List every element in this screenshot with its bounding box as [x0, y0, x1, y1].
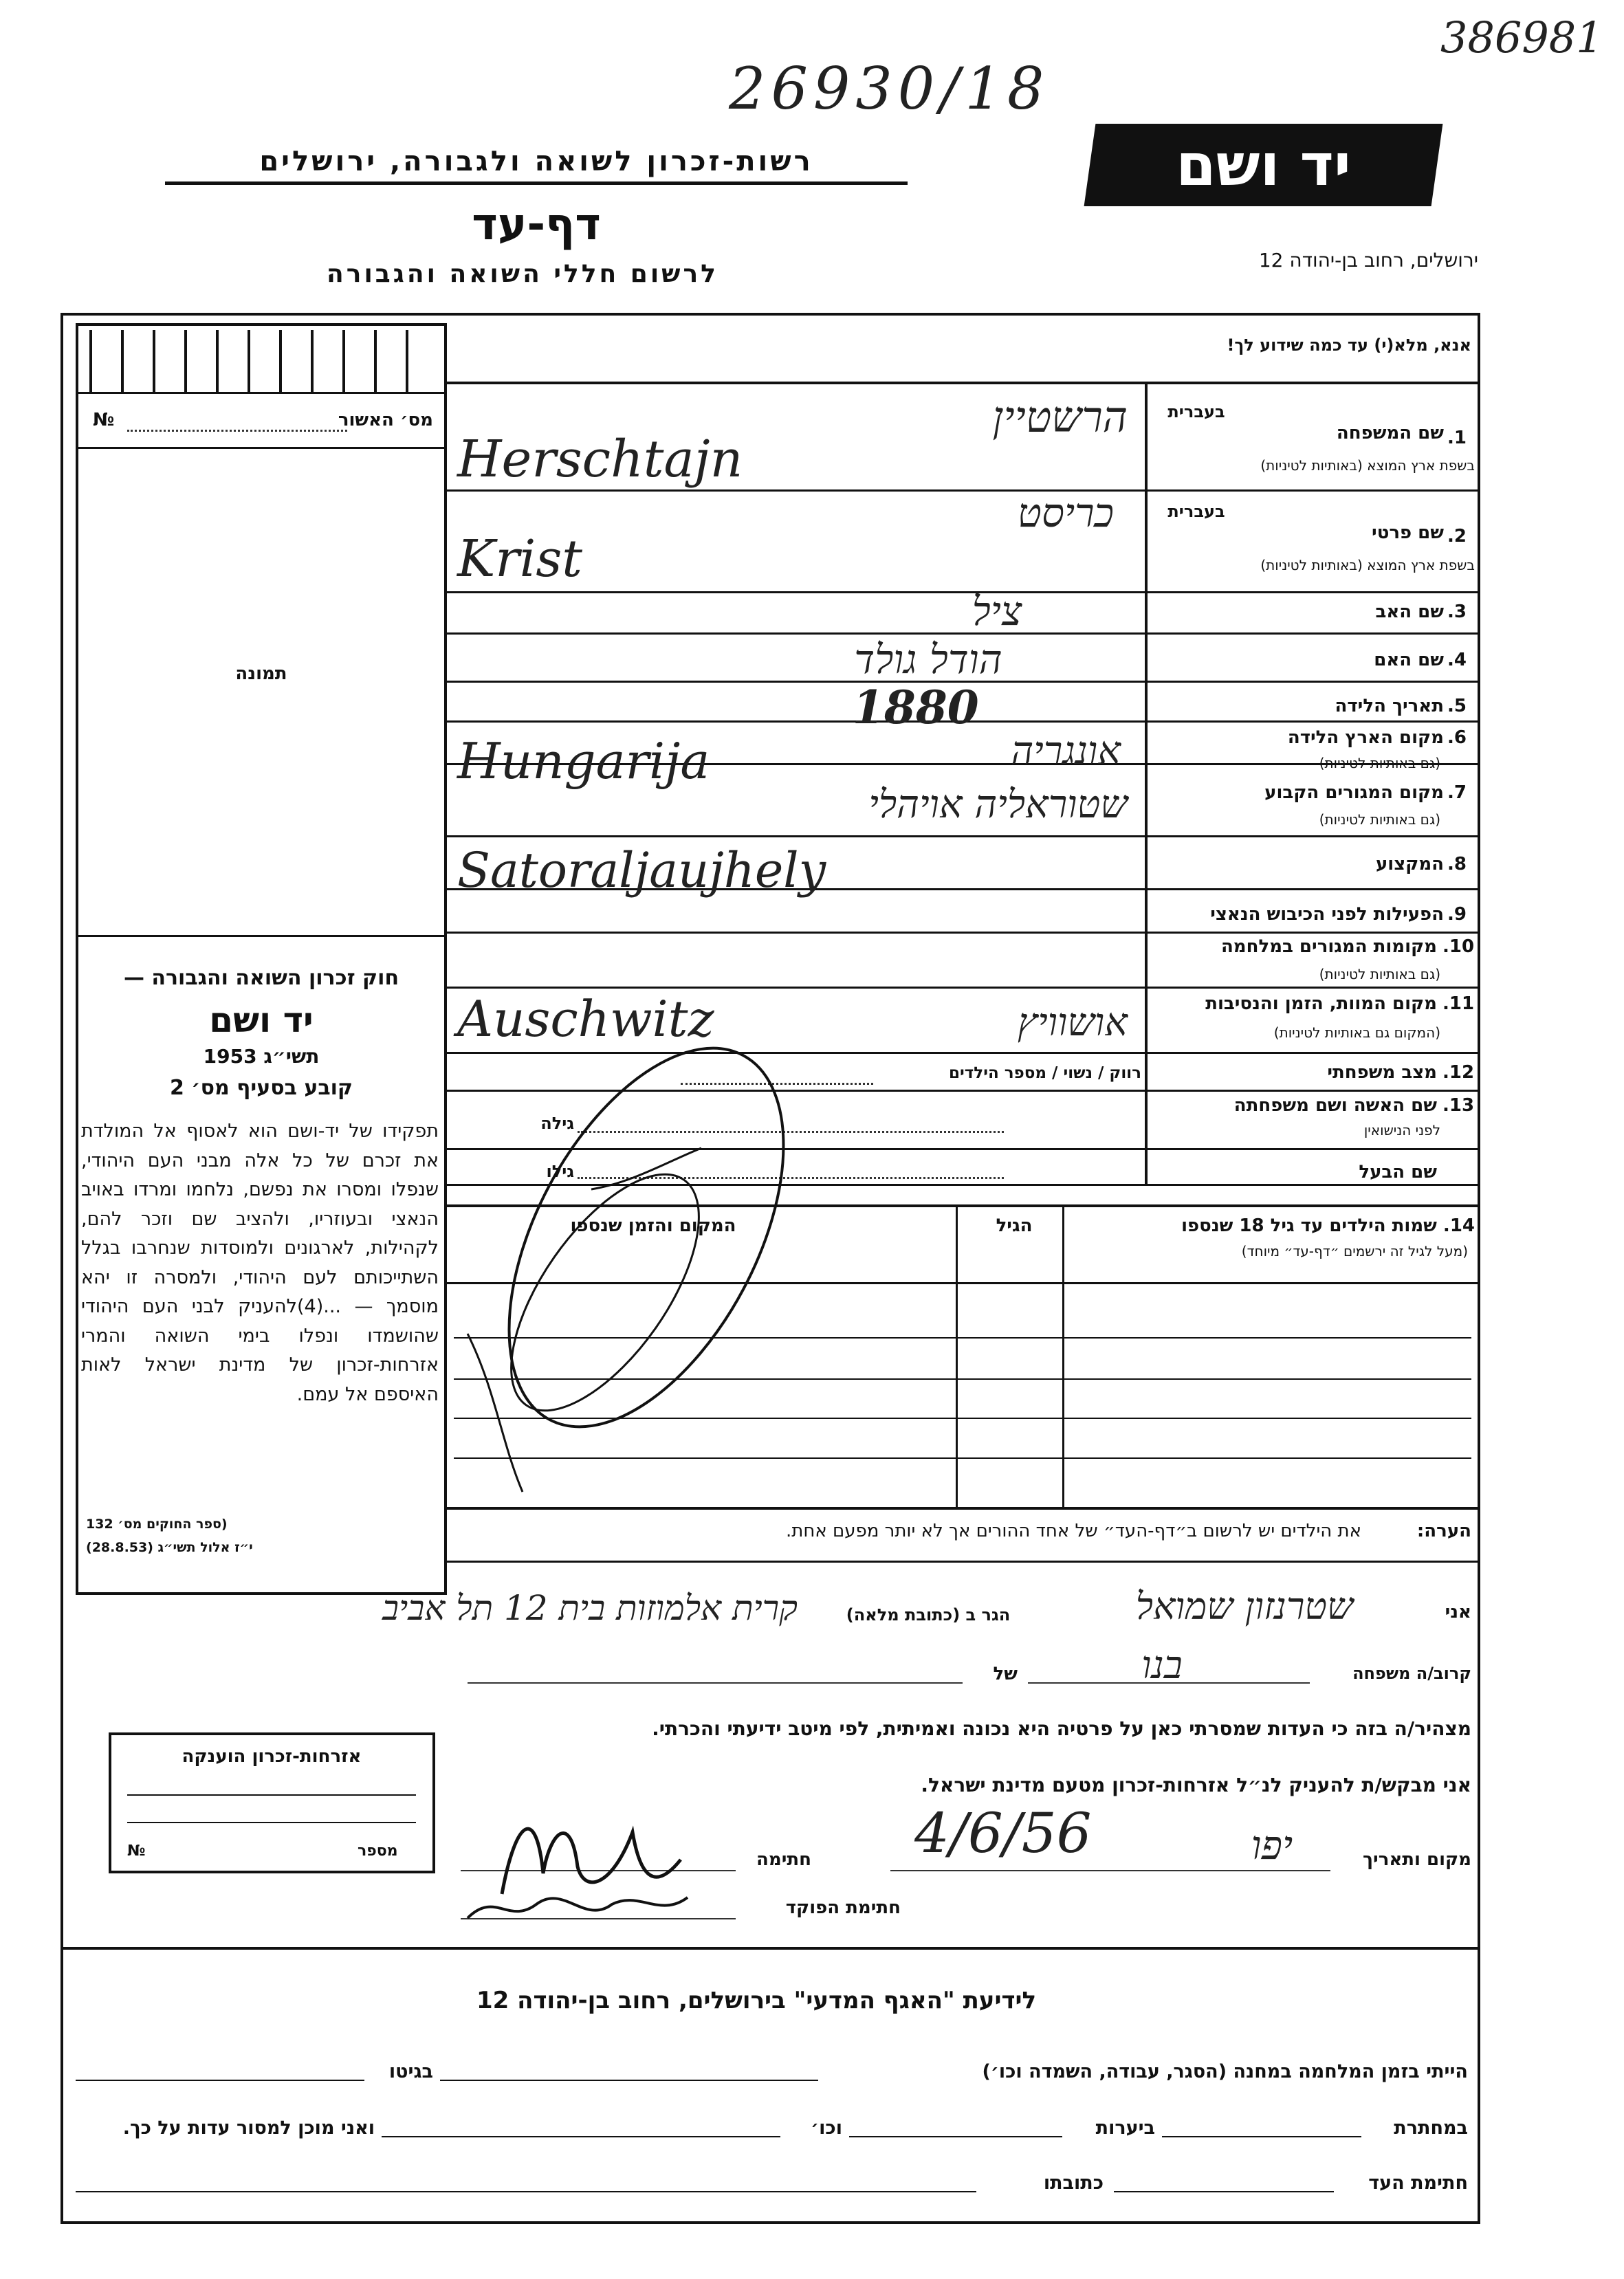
hebrew-column-label: בעברית — [1167, 402, 1225, 421]
place-date-label: מקום ותאריך — [1363, 1849, 1471, 1870]
firstname-hebrew: כריסט — [1017, 489, 1114, 536]
law-section: קובע בסעיף מס׳ 2 — [169, 1076, 353, 1100]
approval-label: מס׳ האשור — [338, 410, 433, 430]
children-label: 14. שמות הילדים עד גיל 18 שנספו — [1181, 1215, 1475, 1236]
field-4-label: שם האם — [1374, 650, 1444, 670]
row-line — [454, 1337, 1471, 1339]
i-label: אני — [1445, 1602, 1471, 1622]
sheet-title: דף-עד — [472, 199, 601, 250]
field-13-label: שם האשה ושם משפחתה — [1233, 1095, 1437, 1116]
note-label: הערה: — [1416, 1521, 1471, 1541]
field-2-sub: בשפת ארץ המוצא (באותיות לטיניות) — [1260, 557, 1475, 573]
footer-fill-line — [440, 2080, 818, 2081]
husband-age-label: גילו — [546, 1162, 574, 1181]
field-8-label: המקצוע — [1375, 854, 1444, 874]
field-5-label: תאריך הלידה — [1335, 696, 1444, 716]
law-text: תפקידו של יד-ושם הוא לאסוף אל המולדת את זכרם של כל אלה מבני העם היהודי, שנפלו ומסרו את נפשם, נלחמו ומרדו באויב הנאצי ובעוזריו, ולהציב שם וזכר להם, לקהילות, לארגונים ולמוסדות שנחרבו בגלל השתייכותם לעם היהודי, ולמסרה זו יהא מוסמך — ...(4)להעניק לבני העם היהודי שהושמדו ונפלו בימי השואה והמרי אזרחות-זכרון של מדינת ישראל לאות האיספם אל עמם. — [81, 1121, 439, 1405]
official-signature — [454, 1877, 701, 1932]
residence-hebrew: שטוראליה אויהלי — [868, 782, 1128, 827]
field-6-label: מקום הארץ הלידה — [1287, 727, 1444, 748]
yad-vashem-logo — [1084, 124, 1443, 206]
stamp-title: אזרחות-זכרון הוענקה — [182, 1746, 362, 1767]
address: ירושלים, רחוב בן-יהודה 12 — [1258, 249, 1478, 272]
field-2-label: שם פרטי — [1372, 522, 1444, 543]
row-line — [447, 1282, 1480, 1284]
law-footnote-1: (ספר החוקים מס׳ 132 — [86, 1517, 228, 1532]
stamp-no-label: מספר — [358, 1842, 398, 1860]
row-line — [447, 835, 1480, 837]
row-line — [447, 987, 1480, 989]
footer-line2-d: ואני מוכן למסור עדות על כך. — [122, 2117, 375, 2139]
field-7-label: מקום המגורים הקבוע — [1264, 782, 1444, 803]
field-11-label: מקום המוות, הזמן והנסיבות — [1205, 993, 1437, 1014]
field-9-num: 9. — [1447, 904, 1467, 925]
firstname-latin: Krist — [457, 529, 583, 588]
stamp-line — [127, 1794, 416, 1796]
death-place-latin: Auschwitz — [457, 990, 714, 1048]
photo-label: תמונה — [235, 663, 287, 684]
approval-ticks — [89, 330, 433, 392]
field-4-num: 4. — [1447, 650, 1467, 670]
death-place-hebrew: אושוויץ — [1017, 1000, 1128, 1045]
birth-date: 1880 — [853, 681, 979, 734]
row-line — [454, 1378, 1471, 1380]
field-11-sub: (המקום גם באותיות לטיניות) — [1273, 1024, 1440, 1041]
column-divider — [1062, 1204, 1064, 1507]
field-13-num: 13. — [1442, 1095, 1475, 1116]
row-line — [454, 1418, 1471, 1419]
field-10-num: 10. — [1442, 936, 1475, 957]
surname-hebrew: הרשטיין — [992, 392, 1128, 442]
field-1-label: שם המשפחה — [1336, 423, 1444, 443]
row-line — [447, 1561, 1480, 1563]
column-divider — [1145, 382, 1148, 1186]
field-10-label: מקומות המגורים במלחמה — [1220, 936, 1437, 957]
divider — [76, 447, 447, 449]
row-line — [454, 1457, 1471, 1459]
residence-latin: Satoraljaujhely — [457, 842, 826, 899]
field-1-num: 1. — [1447, 428, 1467, 448]
residing-label: הגר ב (כתובת מלאה) — [846, 1605, 1011, 1625]
marital-options: רווק / נשוי / מספר הילדים — [949, 1064, 1141, 1082]
father-name-hebrew: ציל — [972, 588, 1022, 635]
note-text: את הילדים יש לרשום ב״דף-העד״ של אחד ההורים אך לא יותר מפעם אחת. — [785, 1521, 1361, 1541]
footer-line2-b: ביערות — [1095, 2117, 1155, 2139]
field-6-num: 6. — [1447, 727, 1467, 748]
field-7-sub: (גם באותיות לטיניות) — [1319, 811, 1440, 828]
declaration-1: מצהיר/ה בזה כי העדות שמסרתי כאן על פרטיה היא נכונה ואמיתית, לפי מיטב ידיעתי והכרתי. — [652, 1717, 1471, 1740]
divider — [76, 935, 447, 937]
signature-label: חתימה — [756, 1849, 811, 1870]
birthplace-hebrew: אונגריה — [1011, 729, 1121, 773]
footer-line3-b: כתובתו — [1043, 2172, 1104, 2194]
law-title: חוק זכרון השואה והגבורה — — [123, 966, 399, 990]
law-year: תשי״ג 1953 — [203, 1045, 320, 1068]
children-sub: (מעל לגיל זה ירשמים ״דף-עד״ מיוחד) — [1241, 1243, 1468, 1259]
surname-latin: Herschtajn — [457, 430, 743, 489]
relation-label: קרוב/ה משפחה — [1352, 1664, 1471, 1683]
official-signature-label: חתימת הפוקד — [785, 1897, 901, 1918]
footer-fill-line — [76, 2191, 976, 2192]
field-8-num: 8. — [1447, 854, 1467, 874]
row-line — [447, 1507, 1480, 1510]
footer-line1-a: הייתי בזמן המלחמה במחנה (הסגר, עבודה, השמדה וכו׳) — [982, 2061, 1468, 2082]
date-value: 4/6/56 — [914, 1801, 1092, 1865]
mother-name-hebrew: הודל גולד — [854, 636, 1002, 683]
field-2-num: 2. — [1447, 526, 1467, 547]
footer-fill-line — [1162, 2136, 1361, 2137]
declaration-2: אני מבקש/ת להעניק לנ״ל אזרחות-זכרון מטעם מדינת ישראל. — [921, 1774, 1471, 1796]
column-divider — [956, 1204, 958, 1507]
hebrew-column-label-2: בעברית — [1167, 502, 1225, 521]
footer-fill-line — [1114, 2191, 1334, 2192]
children-place-col: המקום והזמן שנספו — [570, 1215, 736, 1236]
of-label: של — [993, 1664, 1018, 1684]
divider — [447, 382, 1480, 384]
relation-value: בנו — [1141, 1643, 1183, 1688]
footer-line3-a: חתימת העד — [1368, 2172, 1468, 2194]
cross-out-scribble — [440, 1031, 853, 1499]
birthplace-latin: Hungarija — [457, 732, 710, 790]
husband-name-label: שם הבעל — [1359, 1162, 1437, 1182]
law-footnote-2: י״ז אלול תשי״ג (28.8.53) — [86, 1540, 253, 1555]
children-age-col: הגיל — [996, 1215, 1033, 1236]
footer-title: לידיעת "האגף המדעי" בירושלים, רחוב בן-יהודה 12 — [476, 1987, 1037, 2014]
place-value: יפו — [1251, 1822, 1293, 1869]
stamp-no: № — [127, 1842, 146, 1860]
footer-line1-b: בגיטו — [388, 2061, 433, 2082]
footer-line2-a: במחתרת — [1394, 2117, 1468, 2139]
field-10-sub: (גם באותיות לטיניות) — [1319, 966, 1440, 982]
row-line — [447, 932, 1480, 934]
field-3-label: שם האב — [1375, 602, 1444, 622]
field-12-num: 12. — [1442, 1062, 1475, 1083]
footer-fill-line — [76, 2080, 364, 2081]
place-date-line — [890, 1870, 1330, 1871]
field-11-num: 11. — [1442, 993, 1475, 1014]
archive-number: 386981 — [1440, 12, 1603, 63]
field-13-sub: לפני הנישואין — [1363, 1122, 1440, 1138]
authority-title: רשות-זכרון לשואה ולגבורה, ירושלים — [165, 146, 908, 185]
footer-fill-line — [849, 2136, 1062, 2137]
logo-text: יד ושם — [1176, 131, 1351, 199]
field-9-label: הפעילות לפני הכיבוש הנאצי — [1210, 904, 1444, 925]
approval-no: № — [93, 410, 115, 430]
footer-line2-c: וכו׳ — [811, 2117, 842, 2139]
field-5-num: 5. — [1447, 696, 1467, 716]
declarant-address: קרית אלמוזות בית 12 תל אביב — [382, 1588, 798, 1628]
file-number: 26930/18 — [729, 55, 1050, 122]
divider — [76, 392, 447, 394]
field-12-label: מצב משפחתי — [1327, 1062, 1437, 1083]
field-1-sub: בשפת ארץ המוצא (באותיות לטיניות) — [1260, 457, 1475, 474]
field-6-sub: (גם באותיות לטיניות) — [1319, 755, 1440, 771]
footer-fill-line — [382, 2136, 780, 2137]
declarant-name: שטרנזון שמואל — [1135, 1585, 1354, 1628]
field-3-num: 3. — [1447, 602, 1467, 622]
field-7-num: 7. — [1447, 782, 1467, 803]
sheet-subtitle: לרשום חללי השואה והגבורה — [327, 260, 718, 288]
wife-age-label: גילה — [540, 1114, 574, 1133]
footer-divider — [61, 1947, 1480, 1950]
instruction: אנא, מלא(י) עד כמה שידוע לך! — [1227, 335, 1471, 355]
stamp-line — [127, 1822, 416, 1823]
approval-line — [127, 430, 347, 432]
law-name: יד ושם — [209, 1000, 314, 1040]
of-line — [468, 1682, 963, 1684]
